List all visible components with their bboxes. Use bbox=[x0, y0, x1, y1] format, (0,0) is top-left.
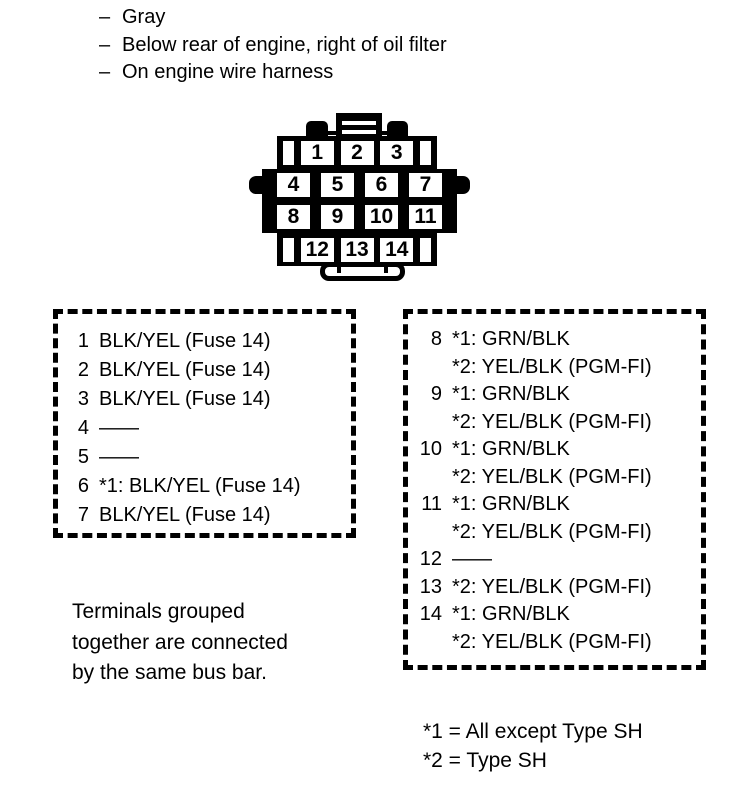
terminal-cell-1: 1 bbox=[301, 141, 334, 165]
terminal-entry bbox=[416, 436, 701, 491]
wire-variant-1: —— bbox=[452, 548, 492, 570]
wire-color-variants bbox=[452, 436, 652, 491]
tab-tick bbox=[384, 267, 388, 273]
terminal-cell-10: 10 bbox=[365, 205, 398, 229]
wire-variant-2: *2: YEL/BLK (PGM-FI) bbox=[452, 355, 652, 378]
wire-variant-2: *2: YEL/BLK (PGM-FI) bbox=[452, 410, 652, 433]
terminal-number: 5 bbox=[77, 446, 89, 468]
terminal-cell-11: 11 bbox=[409, 205, 442, 229]
terminal-entry bbox=[75, 443, 351, 472]
terminal-number: 9 bbox=[430, 383, 442, 405]
blank-slot bbox=[420, 238, 431, 262]
wire-color-variants bbox=[452, 381, 652, 436]
terminal-cell-5: 5 bbox=[321, 173, 354, 197]
latch-stripe bbox=[342, 130, 376, 134]
connector-bottom-tab-icon bbox=[320, 262, 405, 281]
terminal-list-8-14 bbox=[403, 309, 706, 670]
terminal-number: 4 bbox=[77, 417, 89, 439]
wire-color: —— bbox=[99, 417, 139, 439]
terminal-entry bbox=[75, 327, 351, 356]
blank-slot bbox=[283, 238, 294, 262]
wire-variant-2: *2: YEL/BLK (PGM-FI) bbox=[452, 630, 652, 653]
terminal-number: 12 bbox=[419, 548, 442, 570]
wire-variant-1: *2: YEL/BLK (PGM-FI) bbox=[452, 575, 652, 598]
terminal-row-1 bbox=[277, 136, 437, 169]
side-tab-right-icon bbox=[457, 176, 470, 194]
terminal-entry bbox=[416, 491, 701, 546]
side-tab-left-icon bbox=[249, 176, 262, 194]
terminal-cell-3: 3 bbox=[380, 141, 413, 165]
wire-color-variants bbox=[452, 601, 652, 656]
location-note bbox=[99, 59, 447, 87]
terminal-entry bbox=[416, 546, 701, 574]
terminal-list-1-7 bbox=[53, 309, 356, 538]
terminal-cell-14: 14 bbox=[380, 238, 413, 262]
terminal-cell-2: 2 bbox=[341, 141, 374, 165]
latch-stripe bbox=[342, 121, 376, 125]
location-note-text: On engine wire harness bbox=[122, 61, 334, 83]
wire-color-variants bbox=[452, 326, 652, 381]
wire-color: BLK/YEL (Fuse 14) bbox=[99, 388, 271, 410]
wire-variant-1: *1: GRN/BLK bbox=[452, 328, 570, 350]
bus-bar-note-line: by the same bus bar. bbox=[72, 661, 267, 684]
terminal-number: 10 bbox=[419, 438, 442, 460]
connector-location-notes bbox=[99, 4, 447, 87]
location-note-text: Gray bbox=[122, 6, 166, 28]
terminal-number: 2 bbox=[77, 359, 89, 381]
terminal-number: 13 bbox=[419, 575, 442, 598]
wire-variant-1: *1: GRN/BLK bbox=[452, 438, 570, 460]
terminal-cell-8: 8 bbox=[277, 205, 310, 229]
wire-variant-2: *2: YEL/BLK (PGM-FI) bbox=[452, 520, 652, 543]
terminal-number: 7 bbox=[77, 504, 89, 526]
terminal-number: 3 bbox=[77, 388, 89, 410]
wire-color-variants bbox=[452, 574, 652, 602]
terminal-cell-4: 4 bbox=[277, 173, 310, 197]
bus-bar-note-line: Terminals grouped bbox=[72, 600, 245, 623]
wire-color-variants bbox=[452, 546, 492, 574]
terminal-cell-13: 13 bbox=[341, 238, 374, 262]
terminal-cell-9: 9 bbox=[321, 205, 354, 229]
terminal-row-3 bbox=[262, 201, 457, 233]
terminal-entry bbox=[75, 414, 351, 443]
terminal-cell-6: 6 bbox=[365, 173, 398, 197]
wire-color: *1: BLK/YEL (Fuse 14) bbox=[99, 475, 301, 497]
terminal-entry bbox=[416, 326, 701, 381]
terminal-cell-12: 12 bbox=[301, 238, 334, 262]
location-note bbox=[99, 32, 447, 60]
terminal-entry bbox=[75, 356, 351, 385]
terminal-number: 6 bbox=[77, 475, 89, 497]
terminal-cell-7: 7 bbox=[409, 173, 442, 197]
terminal-entry bbox=[75, 501, 351, 530]
wire-type-legend bbox=[423, 717, 643, 775]
terminal-entry bbox=[75, 472, 351, 501]
bullet-dash: – bbox=[99, 61, 111, 83]
location-note-text: Below rear of engine, right of oil filter bbox=[122, 33, 447, 56]
terminal-entry bbox=[416, 574, 701, 602]
wire-color: BLK/YEL (Fuse 14) bbox=[99, 359, 271, 381]
terminal-entry bbox=[416, 381, 701, 436]
bullet-dash: – bbox=[99, 33, 111, 56]
wire-variant-1: *1: GRN/BLK bbox=[452, 603, 570, 625]
wire-color: BLK/YEL (Fuse 14) bbox=[99, 504, 271, 526]
terminal-row-2 bbox=[262, 169, 457, 201]
terminal-number: 8 bbox=[430, 328, 442, 350]
terminal-number: 1 bbox=[77, 330, 89, 352]
wire-color: BLK/YEL (Fuse 14) bbox=[99, 330, 271, 352]
wire-color-variants bbox=[452, 491, 652, 546]
terminal-entry bbox=[416, 601, 701, 656]
wire-variant-2: *2: YEL/BLK (PGM-FI) bbox=[452, 465, 652, 488]
bus-bar-note bbox=[72, 597, 288, 689]
terminal-number: 11 bbox=[421, 493, 442, 515]
legend-line-2: *2 = Type SH bbox=[423, 749, 547, 772]
terminal-entry bbox=[75, 385, 351, 414]
blank-slot bbox=[420, 141, 431, 165]
wire-variant-1: *1: GRN/BLK bbox=[452, 493, 570, 515]
location-note bbox=[99, 4, 447, 32]
blank-slot bbox=[283, 141, 294, 165]
bus-bar-note-line: together are connected bbox=[72, 630, 288, 654]
legend-line-1: *1 = All except Type SH bbox=[423, 720, 643, 743]
tab-tick bbox=[337, 267, 341, 273]
wire-variant-1: *1: GRN/BLK bbox=[452, 383, 570, 405]
bullet-dash: – bbox=[99, 6, 111, 28]
terminal-number: 14 bbox=[419, 603, 442, 625]
connector-diagram bbox=[252, 112, 467, 284]
wire-color: —— bbox=[99, 446, 139, 468]
